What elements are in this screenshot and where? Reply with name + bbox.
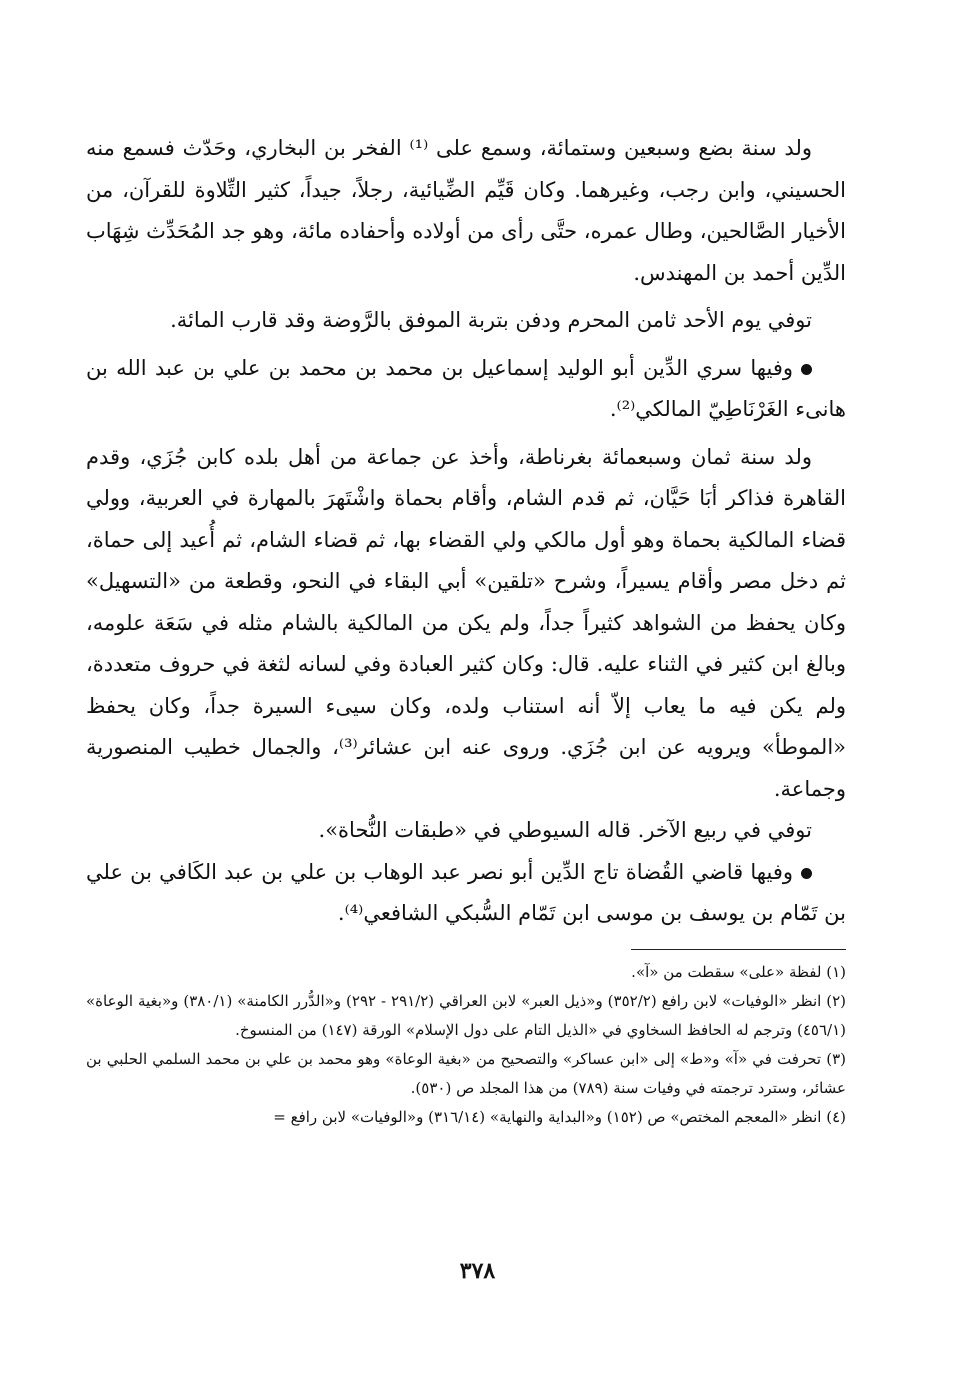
footnote-3: (٣) تحرفت في «آ» و«ط» إلى «ابن عساكر» والتصحيح من «بغية الوعاة» وهو محمد بن علي بن محمد السلمي الحلبي بن عشائر، وسترد ترجمته في وفيات سنة (٧٨٩) من هذا المجلد ص (٥٣٠).: [86, 1049, 846, 1097]
paragraph-1: ولد سنة بضع وسبعين وستمائة، وسمع على ⁽¹⁾ الفخر بن البخاري، وحَدّث فسمع منه الحسيني، وابن رجب، وغيرهما. وكان قَيِّم الضِّيائية، رجلاً، جيداً، كثير التِّلاوة للقرآن، من الأخيار الصَّالحين، وطال عمره، حتَّى رأى من أولاده وأحفاده مائة، وهو جد المُحَدِّث شِهَاب الدِّين أحمد بن المهندس.: [86, 136, 846, 285]
paragraph-4: ولد سنة ثمان وسبعمائة بغرناطة، وأخذ عن جماعة من أهل بلده كابن جُزَي، وقدم القاهرة فذاكر أبَا حَيَّان، ثم قدم الشام، وأقام بحماة واشْتَهرَ بالمهارة في العربية، وولي قضاء المالكية بحماة وهو أول مالكي ولي القضاء بها، ثم قضاء الشام، ثم أُعيد إلى حماة، ثم دخل مصر وأقام يسيراً، وشرح «تلقين» أبي البقاء في النحو، وقطعة من «التسهيل» وكان يحفظ من الشواهد كثيراً جداً، ولم يكن من المالكية بالشام مثله في سَعَة علومه، وبالغ ابن كثير في الثناء عليه. قال: وكان كثير العبادة وفي لسانه لثغة في حروف متعددة، ولم يكن فيه ما يعاب إلاّ أنه استناب ولده، وكان سيىء السيرة جداً، وكان يحفظ «الموطأ» ويرويه عن ابن جُزَي. وروى عنه ابن عشائر⁽³⁾، والجمال خطيب المنصورية وجماعة.: [86, 444, 846, 801]
paragraph-5: توفي في ربيع الآخر. قاله السيوطي في «طبقات النُّحاة».: [318, 818, 812, 842]
paragraph-3: [86, 348, 846, 431]
footnote-2: (٢) انظر «الوفيات» لابن رافع (٣٥٢/٢) و«ذيل العبر» لابن العراقي (٢٩١/٢ - ٢٩٢) و«الدُّرر الكامنة» (٣٨٠/١) و«بغية الوعاة» (٤٥٦/١) وترجم له الحافظ السخاوي في «الذيل التام على دول الإسلام» الورقة (١٤٧) من المنسوخ.: [86, 991, 846, 1039]
paragraph-2: توفي يوم الأحد ثامن المحرم ودفن بتربة الموفق بالرَّوضة وقد قارب المائة.: [170, 308, 812, 332]
main-text: [86, 128, 846, 935]
page-content: [86, 128, 846, 1132]
footnotes: [86, 958, 846, 1132]
paragraph-6: [86, 852, 846, 935]
bullet-icon: [801, 868, 812, 879]
bullet-icon: [801, 364, 812, 375]
footnote-separator: [631, 949, 846, 950]
page-number: ٣٧٨: [459, 1258, 496, 1284]
footnote-1: (١) لفظة «على» سقطت من «آ».: [631, 962, 846, 981]
paragraph-6-text: وفيها قاضي القُضاة تاج الدِّين أبو نصر عبد الوهاب بن علي بن عبد الكَافي بن علي بن تَمّام بن يوسف بن موسى ابن تَمّام السُّبكي الشافعي⁽⁴⁾.: [86, 859, 846, 925]
footnote-4: (٤) انظر «المعجم المختص» ص (١٥٢) و«البداية والنهاية» (٣١٦/١٤) و«الوفيات» لابن رافع =: [273, 1107, 846, 1126]
paragraph-3-text: وفيها سري الدِّين أبو الوليد إسماعيل بن محمد بن محمد بن علي بن عبد الله بن هانىء الغَرْنَاطِيّ المالكي⁽²⁾.: [86, 355, 846, 421]
